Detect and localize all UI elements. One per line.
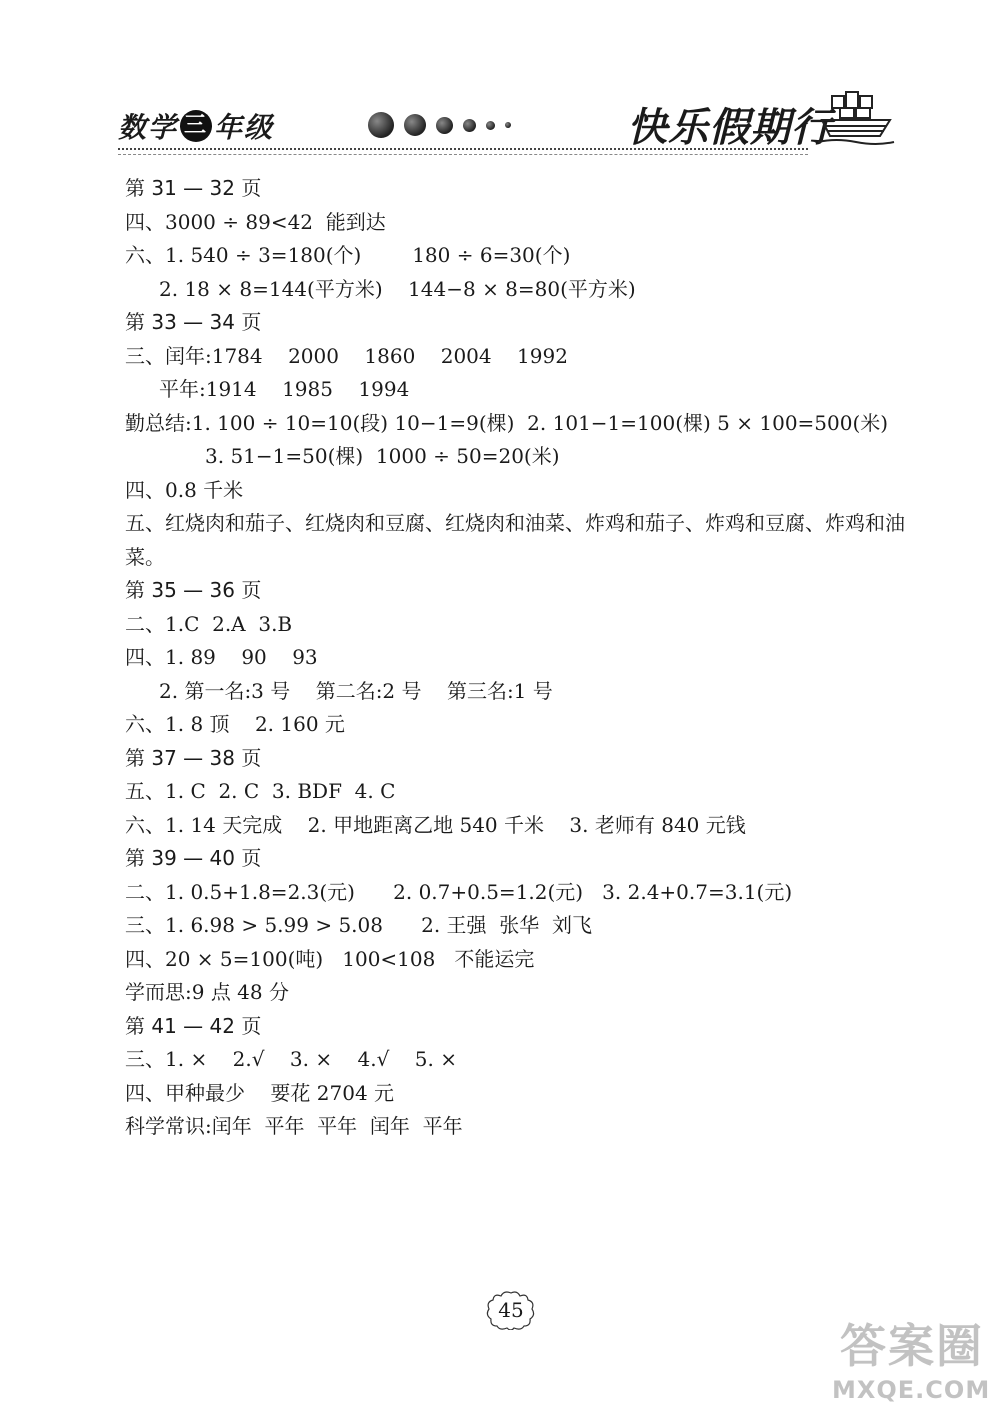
answer-line: 六、1. 14 天完成 2. 甲地距离乙地 540 千米 3. 老师有 840 元钱 [125,812,746,837]
answer-line: 3. 51−1=50(棵) 1000 ÷ 50=20(米) [205,444,560,468]
answer-line: 勤总结:1. 100 ÷ 10=10(段) 10−1=9(棵) 2. 101−1=100(棵) 5 × 100=500(米) [125,410,889,435]
answer-line: 五、红烧肉和茄子、红烧肉和豆腐、红烧肉和油菜、炸鸡和茄子、炸鸡和豆腐、炸鸡和油菜。 [125,511,905,569]
answer-line: 五、1. C 2. C 3. BDF 4. C [125,779,396,803]
answer-line: 四、20 × 5=100(吨) 100<108 不能运完 [125,946,535,971]
answer-content [125,172,915,1144]
answer-line: 三、1. 6.98 > 5.99 > 5.08 2. 王强 张华 刘飞 [125,913,592,937]
page-number-text: 45 [498,1298,524,1322]
answer-line: 学而思:9 点 48 分 [125,980,289,1004]
dot-icon [505,122,511,128]
section-heading: 第 37 — 38 页 [125,745,262,770]
dot-icon [463,119,476,132]
answer-line: 2. 18 × 8=144(平方米) 144−8 × 8=80(平方米) [159,276,636,301]
answer-line: 六、1. 540 ÷ 3=180(个) 180 ÷ 6=30(个) [125,243,571,267]
answer-line: 四、1. 89 90 93 [125,645,318,669]
grade-number-badge: 三 [180,110,212,142]
section-heading: 第 33 — 34 页 [125,310,262,334]
section-heading: 第 41 — 42 页 [125,1013,262,1038]
answer-line: 平年:1914 1985 1994 [159,377,410,401]
subject-grade-label [118,106,274,146]
answer-line: 二、1.C 2.A 3.B [125,611,293,636]
watermark-bottom-text: MXQE.COM [832,1376,991,1404]
ship-icon [816,84,896,152]
answer-line: 四、甲种最少 要花 2704 元 [125,1080,395,1105]
decorative-dots [368,112,511,138]
watermark-top-text: 答案圈 [840,1319,984,1373]
dot-icon [486,121,495,130]
subject-text: 数学 [118,111,179,144]
series-title: 快乐假期行 [627,105,832,151]
grade-suffix-text: 年级 [214,111,275,144]
page-number [486,1290,536,1330]
section-heading: 第 35 — 36 页 [125,578,262,602]
section-heading: 第 31 — 32 页 [125,176,262,200]
answer-line: 六、1. 8 顶 2. 160 元 [125,712,345,736]
answer-line: 四、3000 ÷ 89<42 能到达 [125,209,386,234]
section-heading: 第 39 — 40 页 [125,846,262,870]
watermark-logo [822,1310,1000,1418]
header-rule-secondary [118,154,808,155]
dot-icon [404,114,426,136]
answer-line: 二、1. 0.5+1.8=2.3(元) 2. 0.7+0.5=1.2(元) 3. 2.4+0.7=3.1(元) [125,879,793,904]
answer-line: 2. 第一名:3 号 第二名:2 号 第三名:1 号 [159,678,553,703]
page-header [0,0,1000,170]
answer-line: 三、1. × 2.√ 3. × 4.√ 5. × [125,1047,457,1071]
answer-line: 四、0.8 千米 [125,477,244,502]
dot-icon [436,117,453,134]
dot-icon [368,112,394,138]
answer-line: 三、闰年:1784 2000 1860 2004 1992 [125,343,568,368]
answer-line: 科学常识:闰年 平年 平年 闰年 平年 [125,1114,463,1138]
